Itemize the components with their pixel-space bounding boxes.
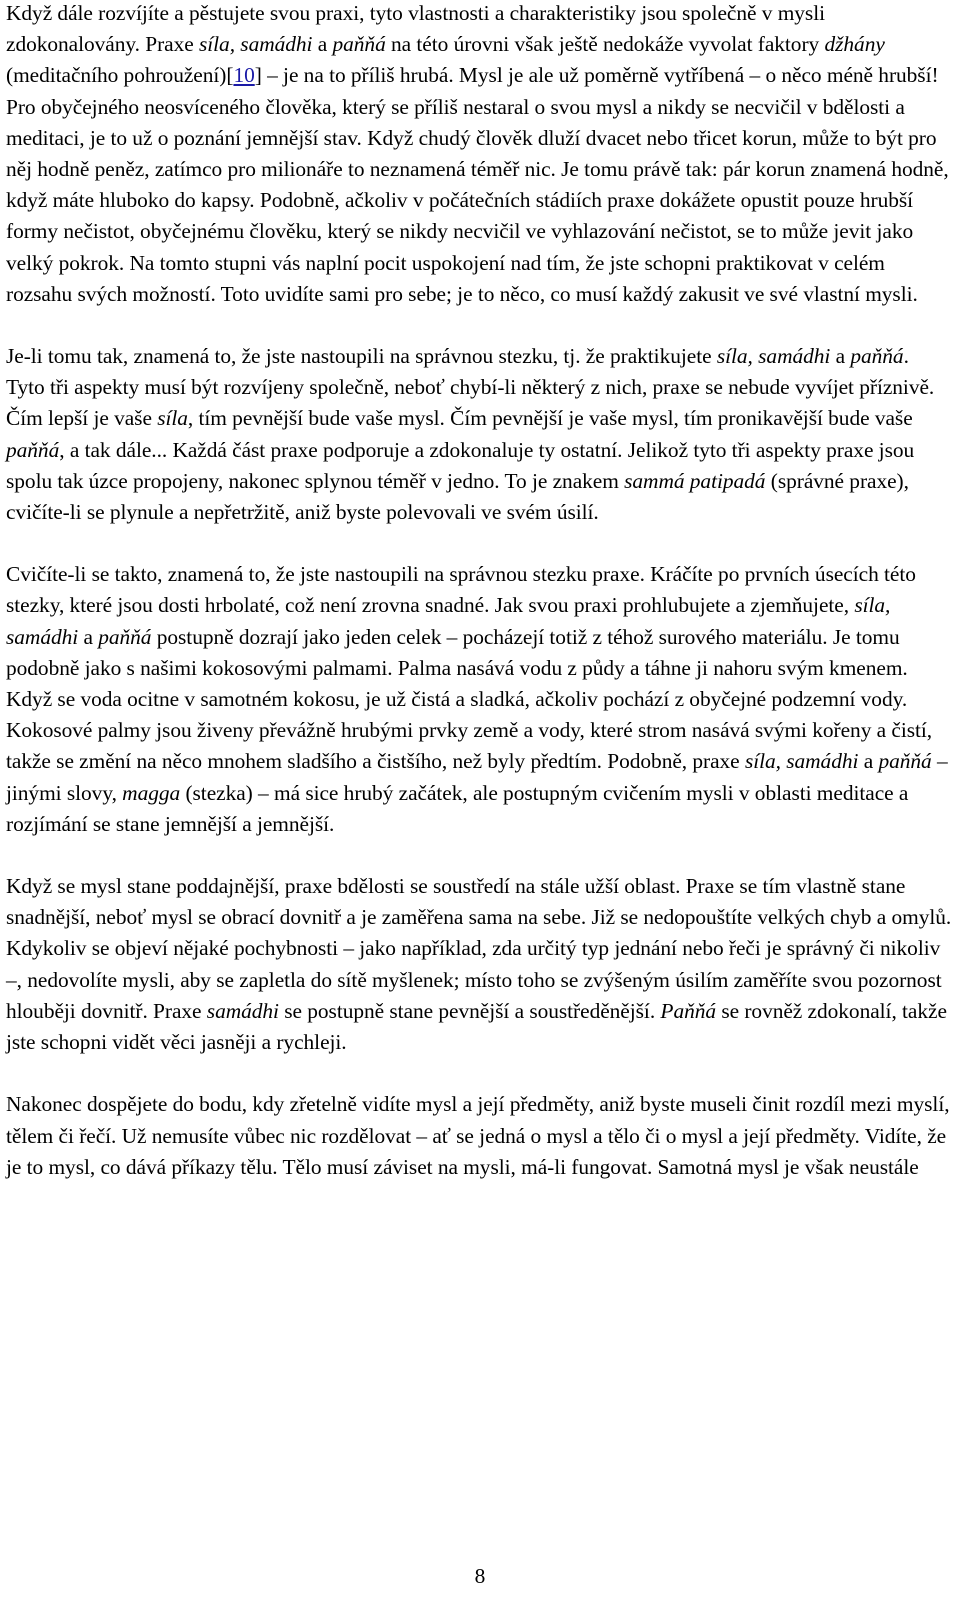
text-run: Cvičíte-li se takto, znamená to, že jste nastoupili na správnou stezku praxe. Kráčíte po prvních úsecích této stezky, které jsou dosti hrbolaté, což není zrovna snadné. Jak svou praxi prohlubujete a zjemňujete,	[6, 562, 916, 618]
page-number: 8	[474, 1564, 486, 1588]
text-run: se rovněž zdokonalí, takže jste schopni vidět věci jasněji a rychleji.	[6, 998, 947, 1055]
italic-term: paňňá	[332, 32, 386, 57]
paragraph-2	[6, 341, 952, 528]
text-run: Když dále rozvíjíte a pěstujete svou praxi, tyto vlastnosti a charakteristiky jsou společně v mysli zdokonalovány. Praxe	[6, 1, 825, 57]
paragraph-5	[6, 1089, 952, 1183]
text-run: se postupně stane pevnější a soustředěnější.	[278, 998, 661, 1023]
text-run: , tím pevnější bude vaše mysl. Čím pevnější je vaše mysl, tím pronikavější bude vaše	[187, 406, 913, 431]
text-run: na této úrovni však ještě nedokáže vyvolat faktory	[385, 32, 825, 57]
italic-term: sammá patipadá	[624, 468, 766, 493]
italic-term: síla, samádhi	[716, 344, 831, 369]
italic-term: Paňňá	[660, 998, 717, 1023]
text-run: Je-li tomu tak, znamená to, že jste nastoupili na správnou stezku, tj. že praktikujete	[6, 344, 717, 369]
paragraph-3	[6, 559, 952, 840]
text-run: ] – je na to příliš hrubá. Mysl je ale už poměrně vytříbená – o něco méně hrubší! Pro obyčejného neosvíceného člověka, který se příliš nestaral o svou mysl a nikdy se necvičil v bdělosti a meditaci, je to už o poznání jemnější stav. Když chudý člověk dluží dvacet nebo třicet korun, může to být pro něj hodně peněz, zatímco pro milionáře to neznamená téměř nic. Je tomu právě tak: pár korun znamená hodně, když máte hluboko do kapsy. Podobně, ačkoliv v počátečních stádiích praxe dokážete opustit pouze hrubší formy nečistot, obyčejnému člověku, který se nikdy necvičil ve vyhlazování nečistot, se to může jevit jako velký pokrok. Na tomto stupni vás naplní pocit uspokojení nad tím, že jste schopni praktikovat v celém rozsahu svých možností. Toto uvidíte sami pro sebe; je to něco, co musí každý zakusit ve své vlastní mysli.	[6, 63, 949, 306]
text-run: a	[312, 32, 333, 57]
text-run: (meditačního pohroužení)[	[6, 63, 234, 88]
document-page	[6, 0, 952, 1214]
italic-term: síla	[157, 406, 188, 431]
italic-term: paňňá	[6, 437, 60, 462]
paragraph-1	[6, 0, 952, 310]
italic-term: síla, samádhi	[199, 32, 313, 57]
footnote-link[interactable]: 10	[233, 63, 255, 88]
italic-term: síla, samádhi	[6, 593, 891, 649]
italic-term: síla, samádhi	[744, 749, 859, 774]
italic-term: samádhi	[206, 998, 279, 1023]
italic-term: paňňá	[878, 749, 932, 774]
paragraph-4	[6, 871, 952, 1058]
text-run: a	[858, 749, 879, 774]
text-run: a	[78, 624, 99, 649]
text-run: (stezka) – má sice hrubý začátek, ale postupným cvičením mysli v oblasti meditace a rozjímání se stane jemnější a jemnější.	[6, 780, 909, 836]
italic-term: magga	[122, 780, 181, 805]
italic-term: džhány	[824, 32, 885, 57]
text-run: Nakonec dospějete do bodu, kdy zřetelně vidíte mysl a její předměty, aniž byste museli činit rozdíl mezi myslí, tělem či řečí. Už nemusíte vůbec nic rozdělovat – ať se jedná o mysl a tělo či o mysl a její předměty. Vidíte, že je to mysl, co dává příkazy tělu. Tělo musí záviset na mysli, má-li fungovat. Samotná mysl je však neustále	[6, 1092, 950, 1179]
text-run: Když se mysl stane poddajnější, praxe bdělosti se soustředí na stále užší oblast. Praxe se tím vlastně stane snadnější, neboť mysl se obrací dovnitř a je zaměřena sama na sebe. Již se nedopouštíte velkých chyb a omylů. Kdykoliv se objeví nějaké pochybnosti – jako například, zda určitý typ jednání nebo řeči je správný či nikoliv –, nedovolíte mysli, aby se zapletla do sítě myšlenek; místo toho se zvýšeným úsilím zaměříte svou pozornost hlouběji dovnitř. Praxe	[6, 874, 952, 1023]
italic-term: paňňá	[98, 624, 152, 649]
text-run: , a tak dále... Každá část praxe podporuje a zdokonaluje ty ostatní. Jelikož tyto tři aspekty praxe jsou spolu tak úzce propojeny, nakonec splynou téměř v jedno. To je znakem	[6, 437, 915, 493]
text-run: . Tyto tři aspekty musí být rozvíjeny společně, neboť chybí-li některý z nich, praxe se nebude vyvíjet příznivě. Čím lepší je vaše	[6, 344, 935, 431]
text-run: postupně dozrají jako jeden celek – pocházejí totiž z téhož surového materiálu. Je tomu podobně jako s našimi kokosovými palmami. Palma nasává vodu z půdy a táhne ji nahoru svým kmenem. Když se voda ocitne v samotném kokosu, je už čistá a sladká, ačkoliv pochází z obyčejné podzemní vody. Kokosové palmy jsou živeny převážně hrubými prvky země a vody, které strom nasává svými kořeny a čistí, takže se změní na něco mnohem sladšího a čistšího, než byly předtím. Podobně, praxe	[6, 624, 933, 774]
text-run: (správné praxe), cvičíte-li se plynule a nepřetržitě, aniž byste polevovali ve svém úsilí.	[6, 468, 909, 525]
italic-term: paňňá	[850, 344, 904, 369]
text-run: – jinými slovy,	[6, 749, 948, 805]
text-run: a	[830, 344, 851, 369]
